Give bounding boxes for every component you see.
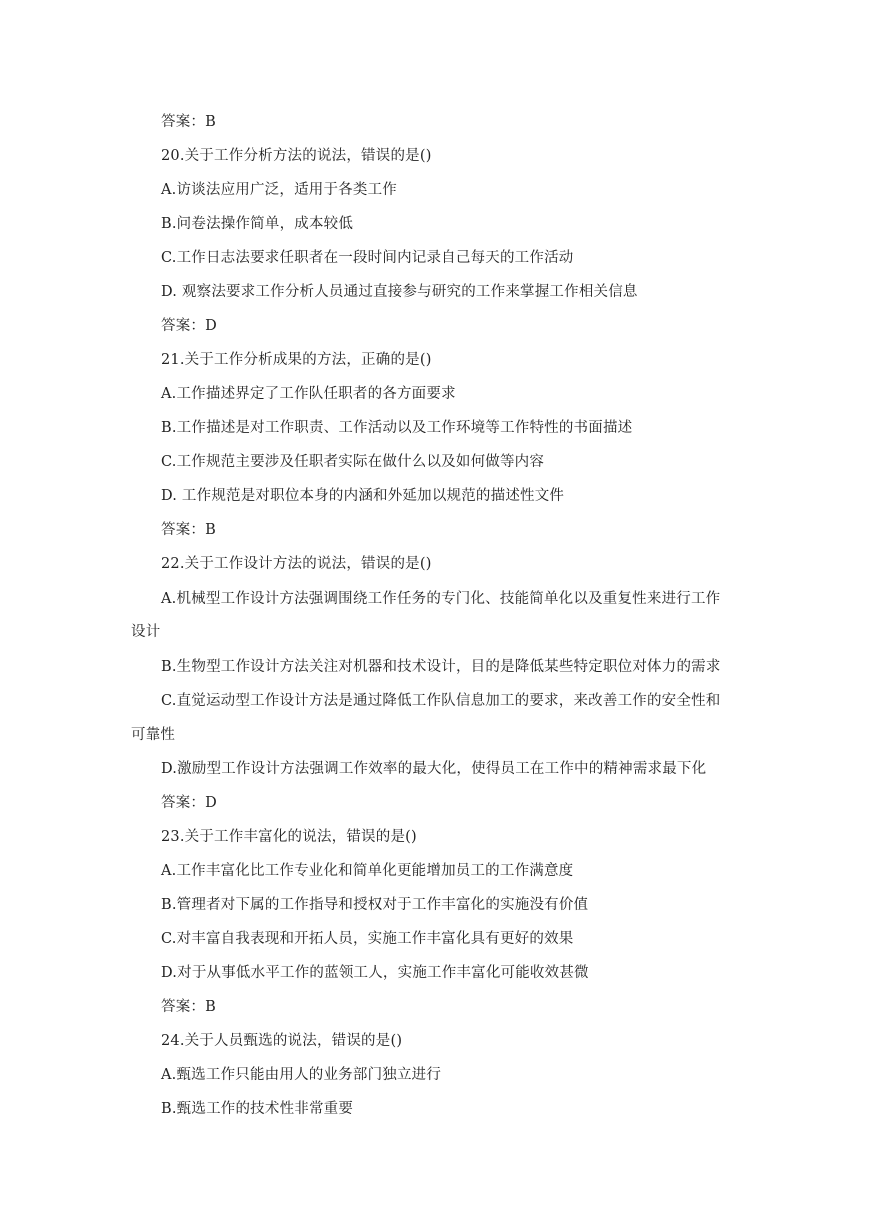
q20-option-b: B.问卷法操作简单，成本较低 — [161, 216, 354, 232]
q21-option-b: B.工作描述是对工作职责、工作活动以及工作环境等工作特性的书面描述 — [161, 420, 633, 436]
question-23: 23.关于工作丰富化的说法，错误的是() — [161, 829, 417, 845]
q22-option-a: A.机械型工作设计方法强调围绕工作任务的专门化、技能简单化以及重复性来进行工作 — [161, 591, 721, 607]
answer-19: 答案：B — [161, 114, 216, 130]
q23-option-c: C.对丰富自我表现和开拓人员，实施工作丰富化具有更好的效果 — [161, 931, 574, 947]
q20-option-c: C.工作日志法要求任职者在一段时间内记录自己每天的工作活动 — [161, 250, 574, 266]
q24-option-a: A.甄选工作只能由用人的业务部门独立进行 — [161, 1067, 442, 1083]
q22-option-c: C.直觉运动型工作设计方法是通过降低工作队信息加工的要求，来改善工作的安全性和 — [161, 693, 721, 709]
q23-option-d: D.对于从事低水平工作的蓝领工人，实施工作丰富化可能收效甚微 — [161, 965, 589, 981]
question-24: 24.关于人员甄选的说法，错误的是() — [161, 1033, 403, 1049]
answer-21: 答案：B — [161, 522, 216, 538]
q22-option-c-continued: 可靠性 — [131, 727, 176, 743]
q20-option-a: A.访谈法应用广泛，适用于各类工作 — [161, 182, 397, 198]
q23-option-b: B.管理者对下属的工作指导和授权对于工作丰富化的实施没有价值 — [161, 897, 589, 913]
q21-option-a: A.工作描述界定了工作队任职者的各方面要求 — [161, 386, 456, 402]
answer-23: 答案：B — [161, 999, 216, 1015]
q22-option-a-continued: 设计 — [131, 624, 161, 640]
question-22: 22.关于工作设计方法的说法，错误的是() — [161, 556, 432, 572]
q20-option-d: D. 观察法要求工作分析人员通过直接参与研究的工作来掌握工作相关信息 — [161, 284, 638, 300]
answer-22: 答案：D — [161, 795, 217, 811]
q22-option-b: B.生物型工作设计方法关注对机器和技术设计，目的是降低某些特定职位对体力的需求 — [161, 659, 721, 675]
answer-20: 答案：D — [161, 318, 217, 334]
q23-option-a: A.工作丰富化比工作专业化和简单化更能增加员工的工作满意度 — [161, 863, 574, 879]
question-21: 21.关于工作分析成果的方法，正确的是() — [161, 352, 432, 368]
q21-option-c: C.工作规范主要涉及任职者实际在做什么以及如何做等内容 — [161, 454, 545, 470]
q21-option-d: D. 工作规范是对职位本身的内涵和外延加以规范的描述性文件 — [161, 488, 565, 504]
q22-option-d: D.激励型工作设计方法强调工作效率的最大化，使得员工在工作中的精神需求最下化 — [161, 761, 707, 777]
question-20: 20.关于工作分析方法的说法，错误的是() — [161, 148, 432, 164]
q24-option-b: B.甄选工作的技术性非常重要 — [161, 1101, 354, 1117]
